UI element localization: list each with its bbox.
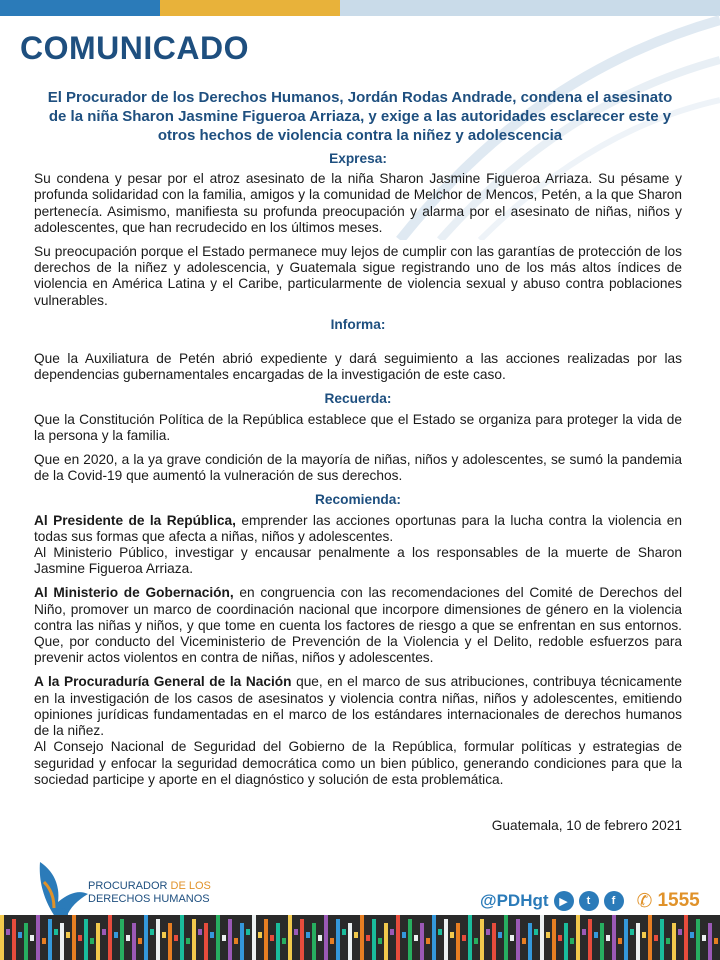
- document-date: Guatemala, 10 de febrero 2021: [491, 818, 682, 833]
- recommendation-1: [34, 513, 682, 545]
- phone-number[interactable]: 1555: [657, 890, 700, 911]
- social-handle[interactable]: @PDHgt: [480, 891, 549, 910]
- phone-icon: ✆: [636, 890, 653, 912]
- recommendation-5: Al Consejo Nacional de Seguridad del Gobierno de la República, formular políticas y estrategias de seguridad y enfocar la seguridad democrática como un bien público, generando condiciones para que la sociedad participe y aporte en el diagnóstico y solución de esta problemática.: [34, 739, 682, 787]
- logo-text: [88, 880, 211, 906]
- logo-line1-alt: DE LOS: [170, 880, 211, 892]
- recipient-label: A la Procuraduría General de la Nación: [34, 674, 292, 690]
- paragraph: Que la Auxiliatura de Petén abrió expediente y dará seguimiento a las acciones realizadas por las dependencias gubernamentales encargadas de la investigación de este caso.: [34, 351, 682, 383]
- section-heading-informa: Informa:: [330, 316, 386, 332]
- youtube-icon[interactable]: ▶: [554, 891, 574, 911]
- logo-line1: PROCURADOR: [88, 880, 168, 892]
- paragraph: Que en 2020, a la ya grave condición de la mayoría de niñas, niños y adolescentes, se sumó la pandemia de la Covid-19 que aumentó la vulneración de sus derechos.: [34, 452, 682, 484]
- page-title: COMUNICADO: [20, 30, 249, 66]
- headline: El Procurador de los Derechos Humanos, Jordán Rodas Andrade, condena el asesinato de la niña Sharon Jasmine Figueroa Arriaza, y exige a las autoridades esclarecer este y otros hechos de violencia contra la niñez y adolescencia: [47, 89, 673, 144]
- twitter-icon[interactable]: t: [579, 891, 599, 911]
- section-heading-recomienda: Recomienda:: [315, 492, 401, 508]
- section-heading-expresa: Expresa:: [329, 151, 387, 166]
- recipient-label: Al Ministerio de Gobernación,: [34, 585, 234, 601]
- paragraph: Su condena y pesar por el atroz asesinato de la niña Sharon Jasmine Figueroa Arriaza. Su pésame y profunda solidaridad con la familia, amigos y la comunidad de Melchor de Mencos, Petén, a la que Sharon pertenecía. Asimismo, manifiesta su profunda preocupación y alarma por el asesinato de niñas, niños y adolescentes, que han recrudecido en los últimos meses.: [34, 171, 682, 235]
- recommendation-3: [34, 585, 682, 666]
- recommendation-text: emprender las acciones oportunas para la lucha contra la violencia en todas sus formas que afecta a niñas, niños y adolescentes.: [34, 512, 682, 544]
- recommendation-text: en congruencia con las recomendaciones del Comité de Derechos del Niño, promover un marco de coordinación nacional que incorpore dimensiones de género en la violencia contra las niñas y niños, y que tome en cuenta los factores de riesgo a que se enfrentan en sus entornos. Que, por conducto del Viceministerio de Prevención de la Violencia y el Delito, redoble esfuerzos para prevenir actos violentos en contra de niñas, niños y adolescentes.: [34, 585, 682, 666]
- textile-pattern-band: [0, 915, 720, 960]
- logo-line2: DERECHOS HUMANOS: [88, 893, 210, 905]
- recommendation-2: Al Ministerio Público, investigar y encausar penalmente a los responsables de la muerte de Sharon Jasmine Figueroa Arriaza.: [34, 545, 682, 577]
- facebook-icon[interactable]: f: [604, 891, 624, 911]
- paragraph: Su preocupación porque el Estado permanece muy lejos de cumplir con las garantías de protección de los derechos de la niñez y adolescencia, y Guatemala sigue registrando uno de los más altos índices de violencia en América Latina y el Caribe, particularmente de violencia sexual y abuso contra poblaciones vulnerables.: [34, 244, 682, 308]
- social-bar: [480, 888, 700, 914]
- textile-pattern: [0, 915, 720, 960]
- recipient-label: Al Presidente de la República,: [34, 512, 236, 528]
- recommendation-text: que, en el marco de sus atribuciones, contribuya técnicamente en la investigación de los casos de asesinatos y violencia contra niñas, niños y adolescentes, emitiendo opiniones jurídicas fundamentadas en el marco de los estándares internacionales de derechos humanos de la niñez.: [34, 674, 682, 739]
- document-body: [34, 149, 682, 796]
- paragraph: Que la Constitución Política de la República establece que el Estado se organiza para proteger la vida de la persona y la familia.: [34, 411, 682, 443]
- recommendation-4: [34, 674, 682, 739]
- section-heading-recuerda: Recuerda:: [324, 391, 392, 407]
